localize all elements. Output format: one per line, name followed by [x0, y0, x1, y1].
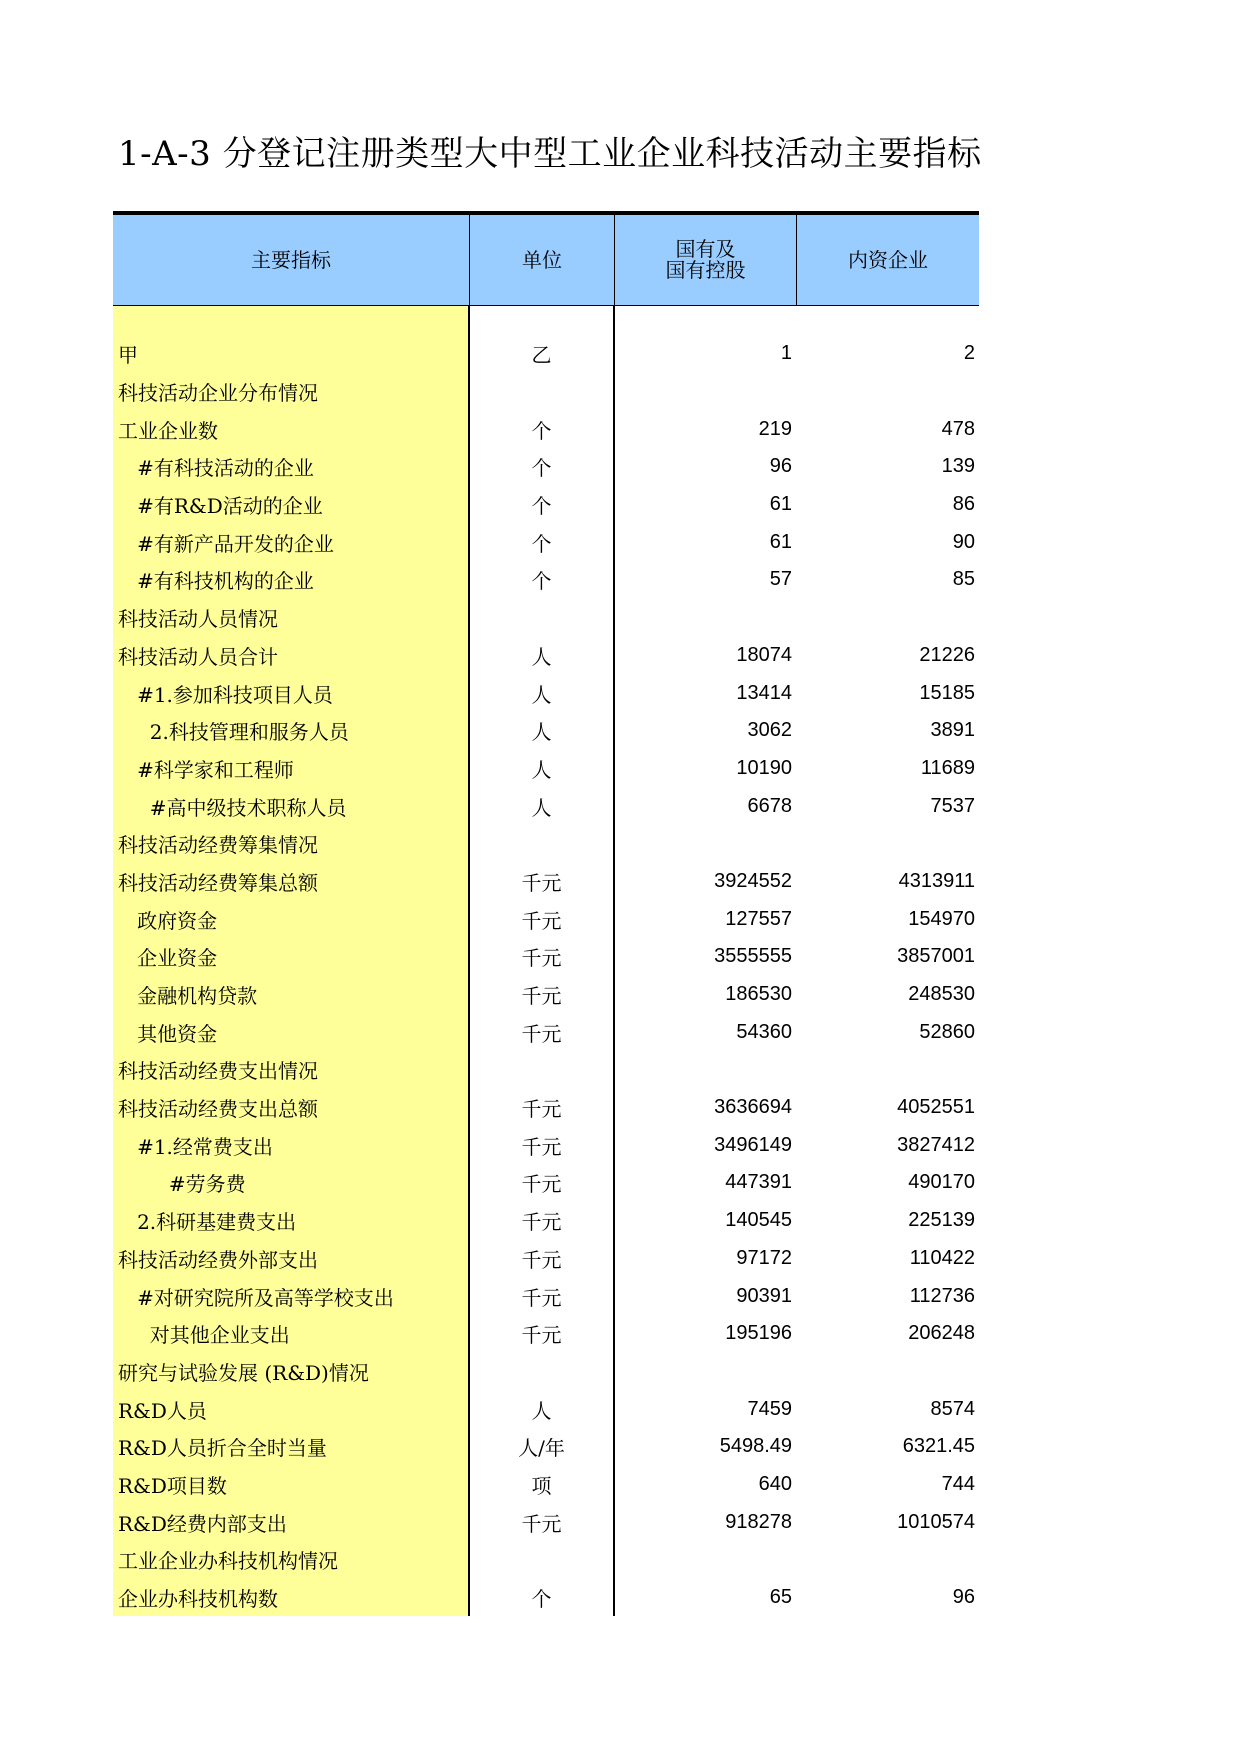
table-body [113, 306, 979, 1616]
row-unit: 个 [531, 1587, 552, 1612]
row-domestic-value: 52860 [919, 1020, 975, 1043]
row-domestic-value: 7537 [930, 794, 975, 817]
table-row [113, 900, 979, 938]
table-row [113, 825, 979, 863]
row-state-owned-value: 13414 [736, 681, 792, 704]
table-row [113, 1353, 979, 1391]
row-domestic-value: 11689 [920, 756, 975, 779]
row-state-owned-value: 5498.49 [719, 1435, 792, 1458]
row-unit: 人 [531, 644, 552, 669]
table-row [113, 1541, 979, 1579]
row-state-owned-value: 195196 [725, 1322, 792, 1345]
row-indicator: 科技活动企业分布情况 [118, 381, 318, 406]
row-unit: 千元 [521, 984, 562, 1009]
row-unit: 千元 [521, 1285, 562, 1310]
row-indicator: 研究与试验发展 (R&D)情况 [118, 1360, 369, 1385]
row-indicator: #对研究院所及高等学校支出 [118, 1285, 394, 1310]
row-state-owned-value: 219 [758, 417, 792, 440]
table-row [113, 1089, 979, 1127]
row-indicator: R&D人员 [118, 1398, 207, 1423]
table-row [113, 373, 979, 411]
row-indicator: 科技活动人员情况 [118, 607, 278, 632]
row-state-owned-value: 3062 [747, 719, 792, 742]
row-state-owned-value: 97172 [736, 1246, 792, 1269]
row-domestic-value: 85 [952, 568, 975, 591]
table-row [113, 787, 979, 825]
table-row [113, 1503, 979, 1541]
row-unit: 千元 [521, 1247, 562, 1272]
row-indicator: 2.科研基建费支出 [118, 1210, 297, 1235]
row-indicator: 企业资金 [118, 946, 218, 971]
table-row [113, 674, 979, 712]
row-state-owned-value: 186530 [725, 983, 792, 1006]
row-indicator: #有新产品开发的企业 [118, 531, 334, 556]
row-indicator: #劳务费 [118, 1172, 246, 1197]
row-domestic-value: 15185 [919, 681, 975, 704]
table-row [113, 486, 979, 524]
table-row [113, 1202, 979, 1240]
row-domestic-value: 90 [952, 530, 975, 553]
row-indicator: R&D项目数 [118, 1473, 227, 1498]
row-indicator: #有科技活动的企业 [118, 456, 314, 481]
row-indicator: 科技活动人员合计 [118, 644, 278, 669]
row-unit: 千元 [521, 1511, 562, 1536]
row-indicator: R&D人员折合全时当量 [118, 1436, 327, 1461]
row-unit: 个 [531, 569, 552, 594]
row-indicator: 政府资金 [118, 908, 218, 933]
table-row [113, 1579, 979, 1617]
row-state-owned-value: 918278 [725, 1510, 792, 1533]
indicator-table [113, 211, 979, 1616]
table-row [113, 1428, 979, 1466]
row-state-owned-value: 640 [758, 1472, 792, 1495]
row-state-owned-value: 18074 [736, 643, 792, 666]
table-row [113, 976, 979, 1014]
header-domestic: 内资企业 [796, 215, 979, 305]
table-header [113, 215, 979, 306]
row-indicator: 科技活动经费支出总额 [118, 1097, 318, 1122]
row-indicator: #1.经常费支出 [118, 1134, 273, 1159]
header-state-owned-line2: 国有控股 [665, 258, 746, 282]
row-state-owned-value: 3496149 [714, 1133, 792, 1156]
row-state-owned-value: 57 [769, 568, 792, 591]
row-state-owned-value: 3636694 [714, 1096, 792, 1119]
row-unit: 人/年 [518, 1436, 565, 1461]
row-unit: 乙 [531, 343, 552, 368]
table-row [113, 750, 979, 788]
row-domestic-value: 154970 [908, 907, 975, 930]
row-unit: 人 [531, 757, 552, 782]
header-state-owned-line1: 国有及 [675, 237, 736, 261]
row-unit: 人 [531, 795, 552, 820]
table-row [113, 1466, 979, 1504]
row-domestic-value: 21226 [919, 643, 975, 666]
table-row [113, 1013, 979, 1051]
row-unit: 人 [531, 1398, 552, 1423]
row-domestic-value: 744 [941, 1472, 975, 1495]
row-domestic-value: 112736 [909, 1284, 975, 1307]
table-row [113, 1277, 979, 1315]
table-row [113, 1051, 979, 1089]
row-domestic-value: 1010574 [897, 1510, 975, 1533]
row-domestic-value: 2 [963, 342, 975, 365]
row-domestic-value: 206248 [908, 1322, 975, 1345]
row-indicator: 工业企业办科技机构情况 [118, 1549, 338, 1574]
row-indicator: 科技活动经费支出情况 [118, 1059, 318, 1084]
table-row [113, 523, 979, 561]
row-indicator: 科技活动经费筹集总额 [118, 870, 318, 895]
row-state-owned-value: 3924552 [714, 869, 792, 892]
table-row [113, 712, 979, 750]
row-domestic-value: 86 [952, 493, 975, 516]
row-state-owned-value: 7459 [747, 1397, 792, 1420]
row-unit: 个 [531, 418, 552, 443]
header-unit: 单位 [469, 215, 614, 305]
row-indicator: 科技活动经费筹集情况 [118, 833, 318, 858]
table-row [113, 335, 979, 373]
row-unit: 个 [531, 531, 552, 556]
row-unit: 千元 [521, 1021, 562, 1046]
row-indicator: 工业企业数 [118, 418, 218, 443]
row-indicator: #高中级技术职称人员 [118, 795, 347, 820]
row-state-owned-value: 90391 [736, 1284, 792, 1307]
row-domestic-value: 248530 [908, 983, 975, 1006]
row-indicator: 其他资金 [118, 1021, 218, 1046]
row-indicator: #1.参加科技项目人员 [118, 682, 333, 707]
row-domestic-value: 478 [941, 417, 975, 440]
row-domestic-value: 96 [952, 1586, 975, 1609]
table-row [113, 561, 979, 599]
row-unit: 项 [531, 1473, 552, 1498]
row-domestic-value: 3827412 [897, 1133, 975, 1156]
table-row [113, 1126, 979, 1164]
table-row [113, 410, 979, 448]
row-unit: 千元 [521, 1323, 562, 1348]
row-unit: 人 [531, 720, 552, 745]
row-unit: 千元 [521, 1097, 562, 1122]
table-row [113, 1240, 979, 1278]
row-state-owned-value: 127557 [725, 907, 792, 930]
body-spacer [113, 306, 979, 335]
row-indicator: #有科技机构的企业 [118, 569, 314, 594]
table-row [113, 1315, 979, 1353]
row-domestic-value: 4313911 [898, 869, 975, 892]
table-row [113, 599, 979, 637]
row-domestic-value: 225139 [908, 1209, 975, 1232]
row-state-owned-value: 61 [769, 493, 792, 516]
row-domestic-value: 6321.45 [902, 1435, 975, 1458]
row-unit: 千元 [521, 1134, 562, 1159]
row-unit: 千元 [521, 946, 562, 971]
row-state-owned-value: 447391 [725, 1171, 792, 1194]
row-unit: 个 [531, 456, 552, 481]
row-domestic-value: 3857001 [897, 945, 975, 968]
row-indicator: 金融机构贷款 [118, 984, 258, 1009]
row-state-owned-value: 54360 [736, 1020, 792, 1043]
table-row [113, 448, 979, 486]
row-unit: 千元 [521, 908, 562, 933]
row-unit: 人 [531, 682, 552, 707]
row-domestic-value: 110422 [909, 1246, 975, 1269]
row-state-owned-value: 1 [780, 342, 792, 365]
table-row [113, 863, 979, 901]
row-indicator: 科技活动经费外部支出 [118, 1247, 318, 1272]
header-state-owned [614, 215, 796, 305]
row-indicator: 企业办科技机构数 [118, 1587, 278, 1612]
row-indicator: 2.科技管理和服务人员 [118, 720, 349, 745]
row-state-owned-value: 6678 [747, 794, 792, 817]
page-title: 1-A-3 分登记注册类型大中型工业企业科技活动主要指标 [118, 134, 982, 174]
row-unit: 千元 [521, 1172, 562, 1197]
row-domestic-value: 490170 [908, 1171, 975, 1194]
table-row [113, 637, 979, 675]
row-state-owned-value: 10190 [736, 756, 792, 779]
row-state-owned-value: 3555555 [714, 945, 792, 968]
row-unit: 千元 [521, 870, 562, 895]
row-domestic-value: 139 [941, 455, 975, 478]
row-domestic-value: 4052551 [897, 1096, 975, 1119]
row-unit: 个 [531, 494, 552, 519]
table-row [113, 938, 979, 976]
row-indicator: #有R&D活动的企业 [118, 494, 323, 519]
row-indicator: 甲 [118, 343, 138, 368]
row-unit: 千元 [521, 1210, 562, 1235]
row-indicator: 对其他企业支出 [118, 1323, 290, 1348]
row-domestic-value: 3891 [930, 719, 975, 742]
row-state-owned-value: 61 [769, 530, 792, 553]
table-row [113, 1390, 979, 1428]
row-domestic-value: 8574 [930, 1397, 975, 1420]
row-indicator: #科学家和工程师 [118, 757, 294, 782]
row-indicator: R&D经费内部支出 [118, 1511, 287, 1536]
table-row [113, 1164, 979, 1202]
row-state-owned-value: 140545 [725, 1209, 792, 1232]
row-state-owned-value: 96 [769, 455, 792, 478]
header-indicator: 主要指标 [251, 247, 331, 272]
row-state-owned-value: 65 [769, 1586, 792, 1609]
